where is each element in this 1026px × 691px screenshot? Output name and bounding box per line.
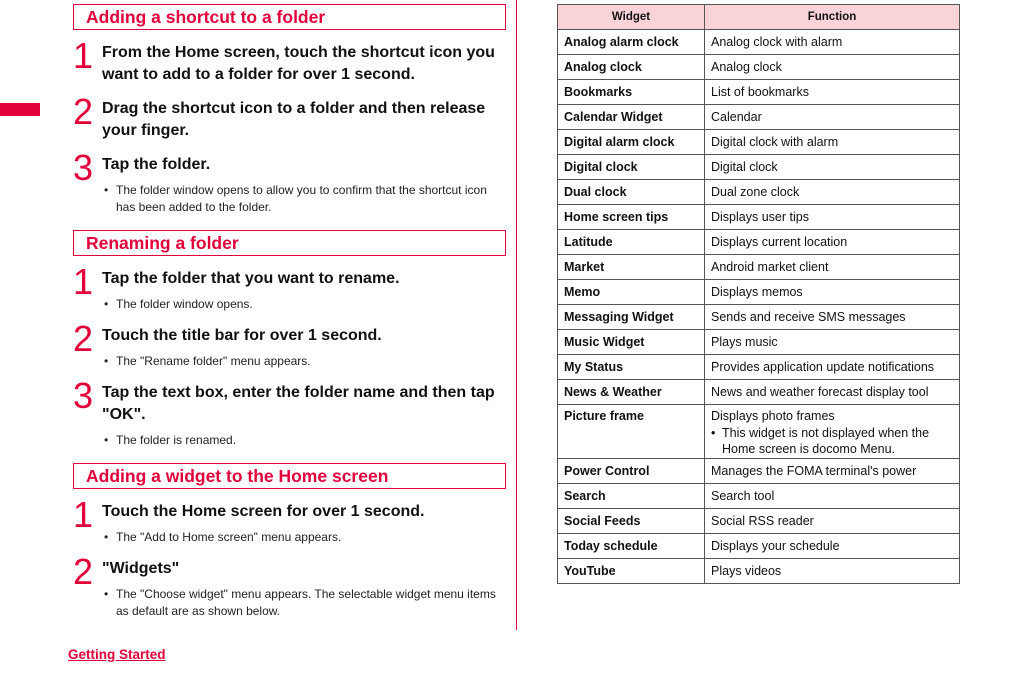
widget-name: Bookmarks bbox=[558, 80, 705, 105]
widget-name: Messaging Widget bbox=[558, 305, 705, 330]
step-note: • The "Rename folder" menu appears. bbox=[102, 353, 506, 370]
widget-function: Analog clock with alarm bbox=[705, 30, 960, 55]
section-heading-shortcut-folder: Adding a shortcut to a folder bbox=[73, 4, 506, 30]
step-text: Tap the folder that you want to rename. bbox=[102, 270, 400, 287]
table-row bbox=[558, 559, 960, 584]
widget-function: Android market client bbox=[705, 255, 960, 280]
widget-name: Analog clock bbox=[558, 55, 705, 80]
table-row bbox=[558, 205, 960, 230]
widget-function: Dual zone clock bbox=[705, 180, 960, 205]
step-number: 1 bbox=[73, 494, 94, 535]
column-header-function: Function bbox=[705, 5, 960, 30]
widget-function: Displays current location bbox=[705, 230, 960, 255]
table-row bbox=[558, 80, 960, 105]
table-row bbox=[558, 180, 960, 205]
widget-name: Music Widget bbox=[558, 330, 705, 355]
widget-function: Displays your schedule bbox=[705, 534, 960, 559]
step bbox=[73, 551, 506, 620]
widget-name: Analog alarm clock bbox=[558, 30, 705, 55]
widget-name: Memo bbox=[558, 280, 705, 305]
table-row bbox=[558, 380, 960, 405]
widget-function: Provides application update notifications bbox=[705, 355, 960, 380]
widget-function: Search tool bbox=[705, 484, 960, 509]
widget-function: Displays user tips bbox=[705, 205, 960, 230]
step bbox=[73, 147, 506, 216]
widget-function: Digital clock with alarm bbox=[705, 130, 960, 155]
step bbox=[73, 35, 506, 86]
step-note: • The folder is renamed. bbox=[102, 432, 506, 449]
widget-name: Digital alarm clock bbox=[558, 130, 705, 155]
table-row bbox=[558, 105, 960, 130]
table-row bbox=[558, 280, 960, 305]
widget-name: Power Control bbox=[558, 459, 705, 484]
widget-name: Social Feeds bbox=[558, 509, 705, 534]
step-text: Tap the folder. bbox=[102, 156, 211, 173]
widget-name: My Status bbox=[558, 355, 705, 380]
widget-name: Market bbox=[558, 255, 705, 280]
widget-function: Plays videos bbox=[705, 559, 960, 584]
step-note: • The "Add to Home screen" menu appears. bbox=[102, 529, 506, 546]
table-row bbox=[558, 55, 960, 80]
step-number: 2 bbox=[73, 91, 94, 132]
widget-name: Picture frame bbox=[558, 405, 705, 459]
widget-function: Social RSS reader bbox=[705, 509, 960, 534]
step-number: 2 bbox=[73, 318, 94, 359]
table-row bbox=[558, 155, 960, 180]
chapter-tab-marker bbox=[0, 103, 40, 116]
table-row bbox=[558, 330, 960, 355]
table-row bbox=[558, 534, 960, 559]
table-row bbox=[558, 355, 960, 380]
step-note: • The folder window opens to allow you to confirm that the shortcut icon has been added to the folder. bbox=[102, 182, 506, 216]
step-number: 1 bbox=[73, 261, 94, 302]
widget-function: Digital clock bbox=[705, 155, 960, 180]
table-row bbox=[558, 255, 960, 280]
widget-function: List of bookmarks bbox=[705, 80, 960, 105]
table-row bbox=[558, 30, 960, 55]
footer-chapter-link[interactable]: Getting Started bbox=[68, 647, 166, 662]
widget-function-cell bbox=[705, 405, 960, 459]
widget-name: Digital clock bbox=[558, 155, 705, 180]
step-text: Touch the title bar for over 1 second. bbox=[102, 327, 382, 344]
step-text: From the Home screen, touch the shortcut icon you want to add to a folder for over 1 second. bbox=[102, 44, 495, 83]
widget-name: YouTube bbox=[558, 559, 705, 584]
widget-function: Analog clock bbox=[705, 55, 960, 80]
widget-function: News and weather forecast display tool bbox=[705, 380, 960, 405]
widget-name: Search bbox=[558, 484, 705, 509]
table-header-row bbox=[558, 5, 960, 30]
table-row bbox=[558, 484, 960, 509]
widget-name: Calendar Widget bbox=[558, 105, 705, 130]
widget-function: Calendar bbox=[705, 105, 960, 130]
instructions-column bbox=[73, 4, 506, 620]
widget-note: • This widget is not displayed when the Home screen is docomo Menu. bbox=[711, 425, 953, 457]
step-number: 1 bbox=[73, 35, 94, 76]
widget-table bbox=[557, 4, 960, 584]
widget-name: Today schedule bbox=[558, 534, 705, 559]
widget-name: Home screen tips bbox=[558, 205, 705, 230]
column-header-widget: Widget bbox=[558, 5, 705, 30]
table-row bbox=[558, 230, 960, 255]
step-note: • The "Choose widget" menu appears. The selectable widget menu items as default are as shown below. bbox=[102, 586, 506, 620]
widget-function: Plays music bbox=[705, 330, 960, 355]
step bbox=[73, 494, 506, 546]
widget-function: Displays memos bbox=[705, 280, 960, 305]
widget-name: Latitude bbox=[558, 230, 705, 255]
step-number: 3 bbox=[73, 147, 94, 188]
section-heading-adding-widget: Adding a widget to the Home screen bbox=[73, 463, 506, 489]
step bbox=[73, 261, 506, 313]
step-text: Tap the text box, enter the folder name and then tap "OK". bbox=[102, 384, 495, 423]
step bbox=[73, 375, 506, 449]
step-number: 2 bbox=[73, 551, 94, 592]
table-row bbox=[558, 459, 960, 484]
section-heading-renaming-folder: Renaming a folder bbox=[73, 230, 506, 256]
column-divider bbox=[516, 0, 517, 630]
step-text: "Widgets" bbox=[102, 560, 180, 577]
table-row bbox=[558, 405, 960, 459]
widget-name: Dual clock bbox=[558, 180, 705, 205]
step bbox=[73, 91, 506, 142]
step-text: Drag the shortcut icon to a folder and then release your finger. bbox=[102, 100, 486, 139]
step-number: 3 bbox=[73, 375, 94, 416]
widget-function: Displays photo frames bbox=[711, 409, 835, 423]
widget-function: Sends and receive SMS messages bbox=[705, 305, 960, 330]
step-text: Touch the Home screen for over 1 second. bbox=[102, 503, 425, 520]
table-row bbox=[558, 130, 960, 155]
widget-name: News & Weather bbox=[558, 380, 705, 405]
widget-function: Manages the FOMA terminal's power bbox=[705, 459, 960, 484]
step bbox=[73, 318, 506, 370]
table-row bbox=[558, 305, 960, 330]
table-row bbox=[558, 509, 960, 534]
step-note: • The folder window opens. bbox=[102, 296, 506, 313]
